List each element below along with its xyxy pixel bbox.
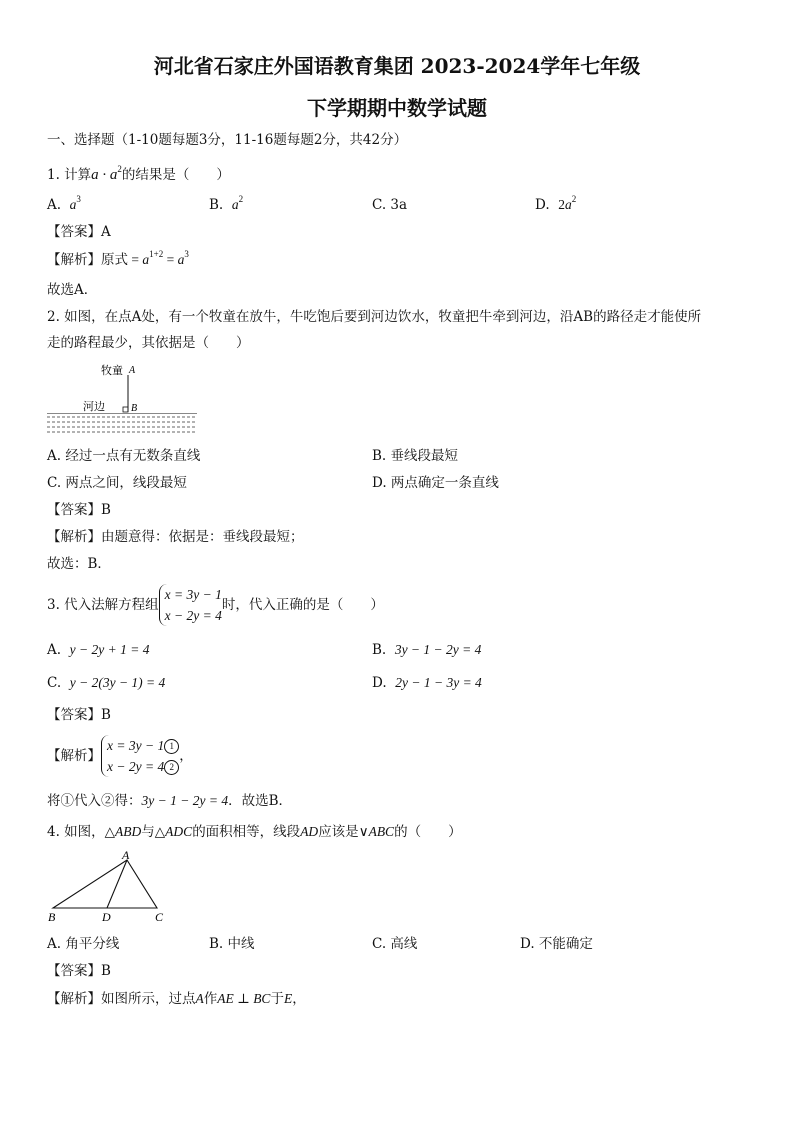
q1-explanation: 【解析】原式 = $a^{1+2} = a^3$ bbox=[47, 249, 189, 268]
q4-option-a: A. 角平分线 bbox=[47, 936, 120, 952]
q4-answer: 【答案】B bbox=[47, 963, 111, 979]
q1-option-b: B. $a^2$ bbox=[209, 194, 244, 213]
vertex-label-b: B bbox=[48, 910, 56, 924]
vertex-label-d: D bbox=[102, 910, 111, 924]
q2-explanation: 【解析】由题意得：依据是：垂线段最短； bbox=[47, 529, 304, 545]
q4-option-b: B. 中线 bbox=[209, 936, 255, 952]
triangle-abc bbox=[53, 860, 157, 908]
figure-label-river: 河边 bbox=[83, 400, 105, 413]
q1-answer: 【答案】A bbox=[47, 224, 111, 240]
q3-option-c: C. y − 2(3y − 1) = 4 bbox=[47, 675, 166, 691]
q2-option-a: A. 经过一点有无数条直线 bbox=[47, 448, 201, 464]
right-angle-mark bbox=[123, 407, 128, 412]
section-heading: 一、选择题（1-10题每题3分，11-16题每题2分，共42分） bbox=[47, 132, 408, 148]
q2-stem-line2: 走的路程最少，其依据是（ ） bbox=[47, 335, 250, 351]
q3-option-d: D. 2y − 1 − 3y = 4 bbox=[372, 675, 482, 691]
q2-option-c: C. 两点之间，线段最短 bbox=[47, 475, 187, 491]
q1-option-c: C. 3a bbox=[372, 197, 408, 213]
q2-option-d: D. 两点确定一条直线 bbox=[372, 475, 499, 491]
q4-triangle-figure bbox=[45, 848, 175, 924]
q4-option-d: D. 不能确定 bbox=[520, 936, 593, 952]
q2-stem-line1: 2. 如图，在点A处，有一个牧童在放牛，牛吃饱后要到河边饮水，牧童把牛牵到河边，沿AB的路径走才能使所 bbox=[47, 309, 702, 325]
q4-explanation: 【解析】如图所示，过点A作AE ⊥ BC于E， bbox=[47, 991, 306, 1007]
q2-answer: 【答案】B bbox=[47, 502, 111, 518]
q3-stem: 3. 代入法解方程组x = 3y − 1 x − 2y = 4时，代入正确的是（ ） bbox=[47, 584, 384, 626]
q3-option-a: A. y − 2y + 1 = 4 bbox=[47, 642, 150, 658]
q1-option-a: A. $a^3$ bbox=[47, 194, 81, 213]
q2-conclusion: 故选：B． bbox=[47, 556, 111, 572]
page-title-line2: 下学期期中数学试题 bbox=[307, 96, 487, 120]
q1-stem: 1. 计算$a \cdot a^2$的结果是（ ） bbox=[47, 164, 230, 183]
figure-label-a: A bbox=[129, 365, 136, 376]
circled-number-1: 1 bbox=[164, 739, 179, 754]
q3-final: 将①代入②得：3y − 1 − 2y = 4．故选B． bbox=[47, 793, 292, 809]
q3-explanation: 【解析】x = 3y − 1 1 x − 2y = 4 2， bbox=[47, 735, 193, 777]
river-water-lines bbox=[45, 415, 200, 437]
q3-option-b: B. 3y − 1 − 2y = 4 bbox=[372, 642, 482, 658]
q2-river-figure bbox=[45, 358, 200, 414]
q2-option-b: B. 垂线段最短 bbox=[372, 448, 459, 464]
q4-stem: 4. 如图，△ABD与△ADC的面积相等，线段AD应该是∨ABC的（ ） bbox=[47, 824, 462, 840]
page-title-line1: 河北省石家庄外国语教育集团 2023-2024学年七年级 bbox=[153, 54, 641, 78]
q3-explanation-system: x = 3y − 1 1 x − 2y = 4 2 bbox=[101, 735, 179, 777]
vertex-label-a: A bbox=[122, 848, 130, 862]
circled-number-2: 2 bbox=[164, 760, 179, 775]
q3-answer: 【答案】B bbox=[47, 707, 111, 723]
q4-option-c: C. 高线 bbox=[372, 936, 418, 952]
q1-conclusion: 故选A． bbox=[47, 282, 98, 298]
figure-label-herder: 牧童 bbox=[101, 364, 123, 377]
vertex-label-c: C bbox=[155, 910, 164, 924]
q1-option-d: D. $2a^2$ bbox=[535, 194, 577, 213]
figure-label-b: B bbox=[131, 403, 138, 414]
q3-equation-system: x = 3y − 1 x − 2y = 4 bbox=[159, 584, 222, 626]
segment-ad bbox=[107, 860, 127, 908]
